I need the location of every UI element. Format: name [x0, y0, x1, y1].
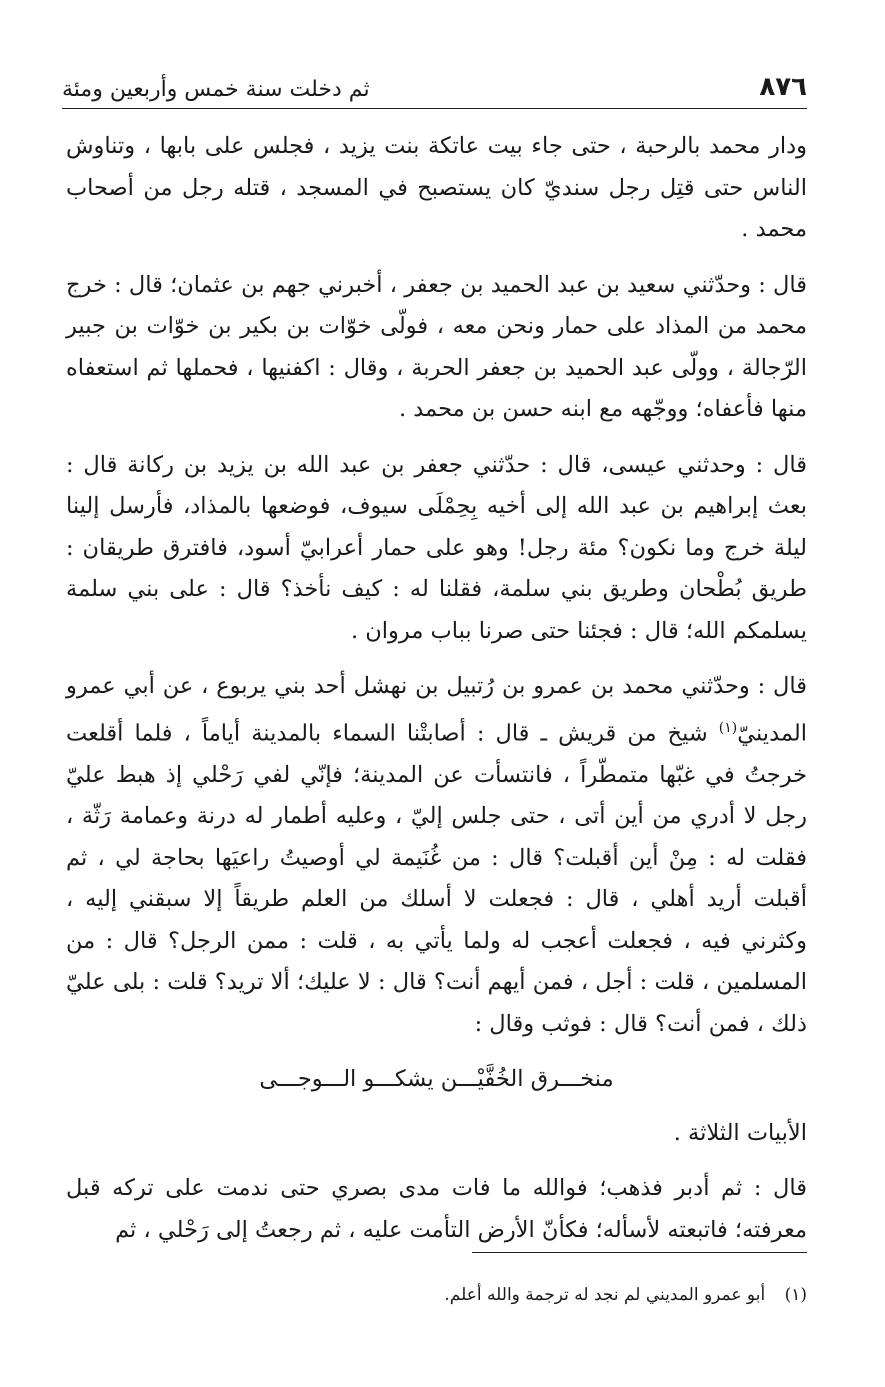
- paragraph-3: قال : وحدثني عيسى، قال : حدّثني جعفر بن عبد الله بن يزيد بن ركانة قال : بعث إبراهيم بن عبد الله إلى أخيه بِحِمْلَى سيوف، فوضعها بالمذاد، فأرسل إلينا ليلة خرج وما نكون؟ مئة رجل! وهو على حمار أعرابيّ أسود، فافترق طريقان : طريق بُطْحان وطريق بني سلمة، فقلنا له : كيف نأخذ؟ قال : على بني سلمة يسلمكم الله؛ قال : فجئنا حتى صرنا بباب مروان .: [66, 451, 807, 644]
- verse-note: الأبيات الثلاثة .: [673, 1119, 807, 1146]
- footnote-divider: [472, 1252, 807, 1253]
- footnote-reference: (١): [718, 719, 738, 736]
- paragraph-4: [66, 666, 807, 1045]
- paragraph-1: ودار محمد بالرحبة ، حتى جاء بيت عاتكة بنت يزيد ، فجلس على بابها ، وتناوش الناس حتى قتِل رجل سنديّ كان يستصبح في المسجد ، قتله رجل من أصحاب محمد .: [66, 133, 807, 242]
- paragraph-2: قال : وحدّثني سعيد بن عبد الحميد بن جعفر ، أخبرني جهم بن عثمان؛ قال : خرج محمد من المذاد على حمار ونحن معه ، فولّى خوّات بن بكير بن خوّات بن جبير الرّجالة ، وولّى عبد الحميد بن جعفر الحربة ، وقال : اكفنيها ، فحملها ثم استعفاه منها فأعفاه؛ ووجّهه مع ابنه حسن بن محمد .: [66, 271, 807, 422]
- running-title: ثم دخلت سنة خمس وأربعين ومئة: [62, 77, 370, 102]
- paragraph-4-rest: شيخ من قريش ـ قال : أصابتْنا السماء بالمدينة أياماً ، فلما أقلعت خرجتُ في غبّها متمطّراً ، فانتسأت عن المدينة؛ فإنّي لفي رَحْلي إذ هبط عليّ رجل لا أدري من أين أتى ، حتى جلس إليّ ، وعليه أطمار له درنة وعمامة رَثّة ، فقلت له : مِنْ أين أقبلت؟ قال : من غُنَيمة لي أوصيتُ راعيَها بحاجة لي ، ثم أقبلت أريد أهلي ، قال : فجعلت لا أسلك من العلم طريقاً إلا سبقني إليه ، وكثرني فيه ، فجعلت أعجب له ولما يأتي به ، قلت : ممن الرجل؟ قال : من المسلمين ، قلت : أجل ، فمن أيهم أنت؟ قال : لا عليك؛ ألا تريد؟ قلت : بلى عليّ ذلك ، فمن أنت؟ قال : فوثب وقال :: [66, 720, 807, 1037]
- footnote: [66, 1280, 807, 1310]
- verse-line: منخـــرق الخُفَّيْـــن يشكـــو الـــوجـــى: [259, 1066, 614, 1092]
- paragraph-4-start: قال : وحدّثني محمد بن عمرو بن رُتبيل بن نهشل أحد بني يربوع ، عن أبي عمرو المدينيّ: [66, 673, 807, 746]
- footnote-text: أبو عمرو المديني لم نجد له ترجمة والله أعلم.: [444, 1285, 766, 1305]
- page-number: ٨٧٦: [759, 72, 807, 102]
- footnote-marker: (١): [784, 1285, 807, 1305]
- main-text: [66, 126, 807, 1265]
- paragraph-5: قال : ثم أدبر فذهب؛ فوالله ما فات مدى بصري حتى ندمت على تركه قبل معرفته؛ فاتبعته لأسأله؛ فكأنّ الأرض التأمت عليه ، ثم رجعتُ إلى رَحْلي ، ثم: [66, 1175, 807, 1243]
- running-header: [62, 62, 807, 109]
